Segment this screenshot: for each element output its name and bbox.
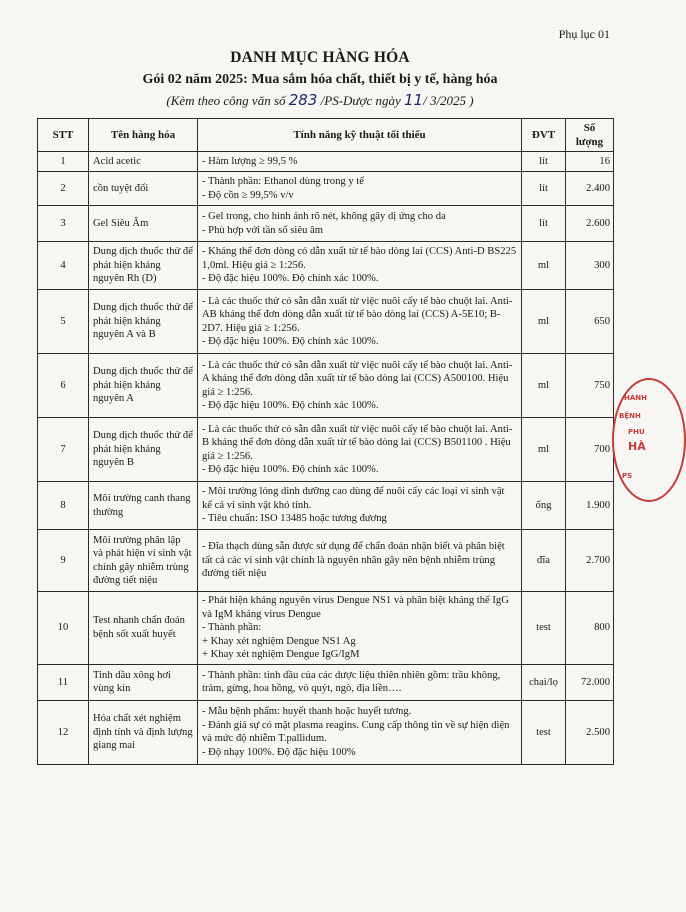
reference-mid: /PS-Dược ngày — [317, 93, 404, 108]
row-item-name: Hóa chất xét nghiệm định tính và định lượng giang mai — [89, 700, 198, 764]
row-spec — [198, 592, 522, 665]
row-item-name: Dung dịch thuốc thử để phát hiện kháng nguyên A — [89, 354, 198, 418]
table-row — [38, 418, 614, 482]
row-quantity: 800 — [566, 592, 614, 665]
spec-line: - Thành phần: — [202, 622, 262, 634]
spec-line: - Đánh giá sự có mặt plasma reagins. Cung cấp thông tin về sự hiện diện và mức độ nhiễm T.pallidum. — [202, 719, 510, 745]
row-item-name: Môi trường canh thang thường — [89, 482, 198, 530]
row-stt: 8 — [38, 482, 89, 530]
table-row — [38, 664, 614, 700]
reference-prefix: (Kèm theo công văn số — [166, 93, 289, 108]
row-spec — [198, 664, 522, 700]
row-unit: test — [522, 700, 566, 764]
red-seal-stamp — [612, 378, 686, 502]
spec-line: - Độ nhạy 100%. Độ đặc hiệu 100% — [202, 746, 356, 758]
row-spec — [198, 482, 522, 530]
row-quantity: 2.500 — [566, 700, 614, 764]
row-spec — [198, 290, 522, 354]
spec-line: + Khay xét nghiệm Dengue NS1 Ag — [202, 635, 356, 647]
row-stt: 10 — [38, 592, 89, 665]
row-stt: 7 — [38, 418, 89, 482]
reference-line — [0, 91, 640, 109]
spec-line: - Là các thuốc thử có sẵn dẫn xuất từ việc nuôi cấy tế bào chuột lai. Anti-AB kháng thể đơn dòng dẫn xuất từ tế bào dòng lai (CCS) A-5E10; B-2D7. Hiệu giá ≥ 1:256. — [202, 295, 513, 334]
row-unit: ml — [522, 354, 566, 418]
header-name: Tên hàng hóa — [89, 119, 198, 152]
row-stt: 9 — [38, 530, 89, 592]
table-row — [38, 530, 614, 592]
spec-line: - Thành phần: Ethanol dùng trong y tế — [202, 176, 364, 188]
row-item-name: Dung dịch thuốc thử để phát hiện kháng nguyên B — [89, 418, 198, 482]
row-quantity: 650 — [566, 290, 614, 354]
row-item-name: Tinh dầu xông hơi vùng kín — [89, 664, 198, 700]
row-item-name: Acid acetic — [89, 152, 198, 172]
reference-suffix: / 3/2025 ) — [423, 93, 474, 108]
document-day: 11 — [403, 91, 424, 109]
row-unit: test — [522, 592, 566, 665]
appendix-label: Phụ lục 01 — [558, 27, 610, 41]
goods-table — [37, 118, 614, 765]
spec-line: - Gel trong, cho hình ảnh rõ nét, không gây dị ứng cho da — [202, 211, 446, 223]
row-unit: ml — [522, 418, 566, 482]
spec-line: - Kháng thể đơn dòng có dẫn xuất từ tế bào dòng lai (CCS) Anti-D BS225 1,0ml. Hiệu giá ≥ 1:256. — [202, 246, 517, 271]
row-stt: 5 — [38, 290, 89, 354]
spec-line: - Hàm lượng ≥ 99,5 % — [202, 155, 298, 167]
page-title: DANH MỤC HÀNG HÓA — [230, 49, 410, 66]
header-qty: Số lượng — [566, 119, 614, 152]
row-quantity: 2.400 — [566, 172, 614, 206]
table-row — [38, 206, 614, 242]
table-row — [38, 242, 614, 290]
stamp-text: HÀ — [628, 440, 646, 453]
table-row — [38, 482, 614, 530]
stamp-text: BỆNH — [619, 412, 641, 420]
spec-line: - Độ đặc hiệu 100%. Độ chính xác 100%. — [202, 273, 379, 285]
stamp-text: PS — [622, 472, 633, 480]
row-unit: đĩa — [522, 530, 566, 592]
header-spec: Tính năng kỹ thuật tối thiểu — [198, 119, 522, 152]
row-unit: lít — [522, 206, 566, 242]
spec-line: - Là các thuốc thử có sẵn dẫn xuất từ việc nuôi cấy tế bào chuột lai. Anti-B kháng thể đơn dòng dẫn xuất từ tế bào dòng lai (CCS) B501100 . Hiệu giá ≥ 1:256. — [202, 423, 513, 462]
spec-line: - Phát hiện kháng nguyên virus Dengue NS1 và phân biệt kháng thể IgG và IgM kháng virus Dengue — [202, 595, 509, 620]
row-stt: 3 — [38, 206, 89, 242]
row-stt: 4 — [38, 242, 89, 290]
row-stt: 11 — [38, 664, 89, 700]
row-spec — [198, 152, 522, 172]
table-header-row — [38, 119, 614, 152]
row-unit: ml — [522, 242, 566, 290]
row-quantity: 16 — [566, 152, 614, 172]
document-number: 283 — [288, 91, 318, 109]
row-quantity: 300 — [566, 242, 614, 290]
row-quantity: 2.600 — [566, 206, 614, 242]
row-spec — [198, 242, 522, 290]
spec-line: - Thành phần: tinh dầu của các dược liệu thiên nhiên gồm: trầu không, tràm, gừng, hoa hồng, vỏ quýt, ngò, địa liền…. — [202, 669, 501, 695]
spec-line: - Đĩa thạch dùng sẵn được sử dụng để chẩn đoán nhận biết và phân biệt tất cả các vi sinh vật chính là nguyên nhân gây nên bệnh nhiễm trùng đường tiết niệu — [202, 541, 505, 580]
row-stt: 2 — [38, 172, 89, 206]
spec-line: - Độ đặc hiệu 100%. Độ chính xác 100%. — [202, 464, 379, 476]
row-unit: lít — [522, 172, 566, 206]
row-quantity: 72.000 — [566, 664, 614, 700]
table-row — [38, 290, 614, 354]
row-spec — [198, 530, 522, 592]
row-spec — [198, 418, 522, 482]
spec-line: - Môi trường lỏng dinh dưỡng cao dùng để nuôi cấy các loại vi sinh vật kể cả vi sinh vật khó tính. — [202, 486, 505, 511]
spec-line: - Độ đặc hiệu 100%. Độ chính xác 100%. — [202, 336, 379, 348]
row-spec — [198, 172, 522, 206]
stamp-text: HÀNH — [624, 394, 647, 402]
row-unit: lít — [522, 152, 566, 172]
row-quantity: 700 — [566, 418, 614, 482]
page-subtitle: Gói 02 năm 2025: Mua sắm hóa chất, thiết bị y tế, hàng hóa — [142, 72, 498, 87]
row-item-name: Dung dịch thuốc thử để phát hiện kháng nguyên A và B — [89, 290, 198, 354]
table-row — [38, 354, 614, 418]
stamp-text: PHU — [628, 428, 645, 436]
header-unit: ĐVT — [522, 119, 566, 152]
table-body — [38, 152, 614, 765]
row-stt: 12 — [38, 700, 89, 764]
spec-line: - Tiêu chuẩn: ISO 13485 hoặc tương đương — [202, 513, 387, 525]
row-quantity: 1.900 — [566, 482, 614, 530]
spec-line: - Mẫu bệnh phẩm: huyết thanh hoặc huyết tương. — [202, 706, 412, 718]
row-item-name: Dung dịch thuốc thử để phát hiện kháng nguyên Rh (D) — [89, 242, 198, 290]
row-item-name: Môi trường phân lập và phát hiện vi sinh vật chính gây nhiễm trùng đường tiết niệu — [89, 530, 198, 592]
row-item-name: Test nhanh chẩn đoán bệnh sốt xuất huyết — [89, 592, 198, 665]
spec-line: - Độ cồn ≥ 99,5% v/v — [202, 189, 294, 201]
row-unit: ống — [522, 482, 566, 530]
table-row — [38, 592, 614, 665]
row-spec — [198, 700, 522, 764]
row-stt: 6 — [38, 354, 89, 418]
header-stt: STT — [38, 119, 89, 152]
spec-line: - Là các thuốc thử có sẵn dẫn xuất từ việc nuôi cấy tế bào chuột lai. Anti-A kháng thể đơn dòng dẫn xuất từ tế bào dòng lai (CCS) A500100. Hiệu giá ≥ 1:256. — [202, 359, 513, 398]
row-unit: ml — [522, 290, 566, 354]
row-quantity: 2.700 — [566, 530, 614, 592]
row-spec — [198, 354, 522, 418]
table-row — [38, 700, 614, 764]
row-stt: 1 — [38, 152, 89, 172]
spec-line: - Độ đặc hiệu 100%. Độ chính xác 100%. — [202, 400, 379, 412]
spec-line: - Phù hợp với tần số siêu âm — [202, 224, 323, 236]
row-spec — [198, 206, 522, 242]
table-row — [38, 172, 614, 206]
row-quantity: 750 — [566, 354, 614, 418]
table-row — [38, 152, 614, 172]
spec-line: + Khay xét nghiệm Dengue IgG/IgM — [202, 649, 360, 661]
row-unit: chai/lọ — [522, 664, 566, 700]
row-item-name: cồn tuyệt đối — [89, 172, 198, 206]
row-item-name: Gel Siêu Âm — [89, 206, 198, 242]
